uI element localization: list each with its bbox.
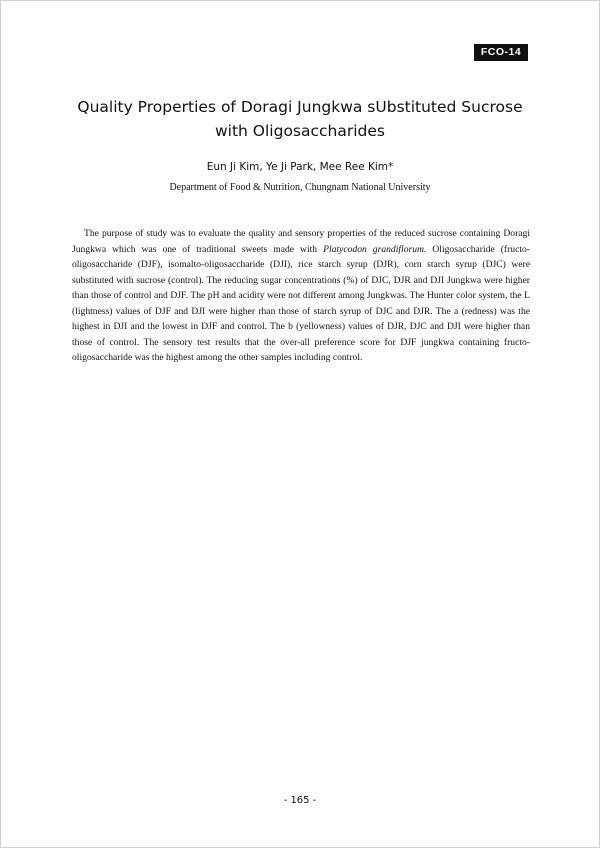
- session-code-badge: FCO-14: [474, 44, 528, 61]
- authors: Eun Ji Kim, Ye Ji Park, Mee Ree Kim*: [206, 161, 394, 173]
- abstract-species-name: Platycodon grandiflorum.: [323, 243, 427, 255]
- abstract-part-1: The purpose of study was to evaluate the quality and sensory properties of the reduced sucrose containing Doragi Jungkwa which was one of traditional sweets made with: [72, 228, 530, 255]
- affiliation: Department of Food & Nutrition, Chungnam National University: [169, 182, 431, 193]
- abstract-part-2: Oligosaccharide (fructo-oligosaccharide (DJF), isomalto-oligosaccharide (DJI), rice starch syrup (DJR), corn starch syrup (DJC) were substituted with sucrose (control). The reducing sugar concentrations (%) of DJC, DJR and DJI Jungkwa were higher than those of control and DJF. The pH and acidity were not different among Jungkwas. The Hunter color system, the L (lightness) values of DJF and DJI were higher rhan those of starch syrup of DJC and DJR. The a (redness) was the highest in DJI and the lowest in DJF and control. The b (yellowness) values of DJR, DJC and DJI were higher than those of control. The sensory test results that the over-all preference score for DJF jungkwa containing fructo-oligosaccharide was the highest among the other samples including control.: [72, 243, 530, 363]
- title-line-1: Quality Properties of Doragi Jungkwa sUbstituted Sucrose: [77, 98, 523, 116]
- abstract: [72, 226, 530, 366]
- paper-title: [40, 95, 560, 143]
- page-number: - 165 -: [283, 795, 317, 806]
- title-line-2: with Oligosaccharides: [214, 122, 385, 140]
